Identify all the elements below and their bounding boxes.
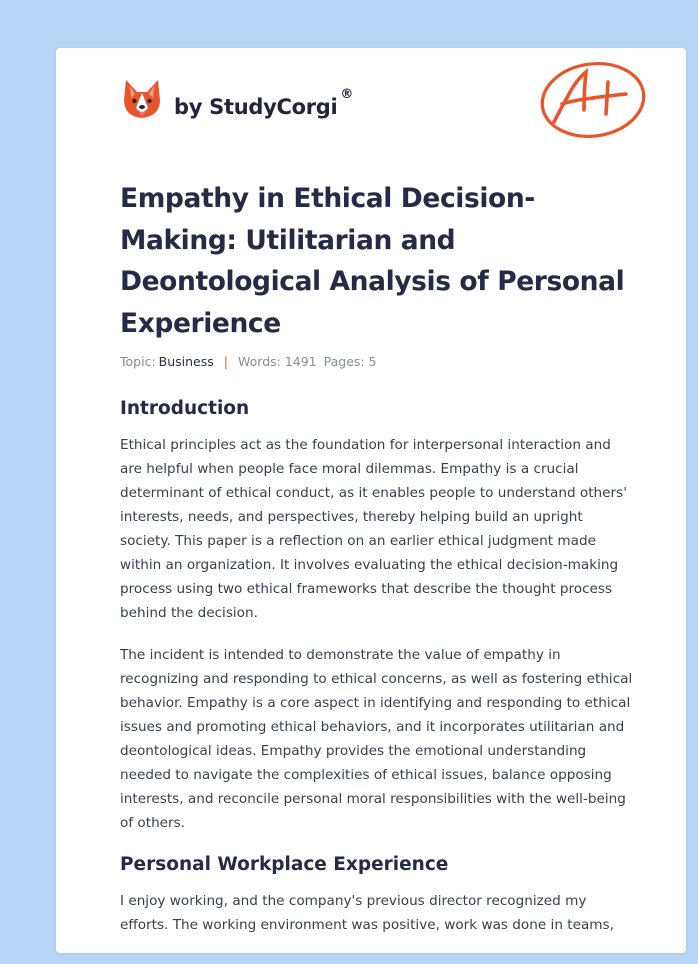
logo-text: by StudyCorgi: [174, 95, 338, 119]
meta-separator: |: [223, 354, 228, 369]
corgi-icon: [122, 78, 162, 122]
topic-link[interactable]: Business: [158, 354, 214, 369]
registered-mark: ®: [340, 87, 354, 102]
paragraph: Ethical principles act as the foundation for interpersonal interaction and are helpful when people face moral dilemmas. Empathy is a crucial determinant of ethical conduct, as it enables people to understand others' interests, needs, and perspectives, thereby helping build an upright society. This paper is a reflection on an earlier ethical judgment made within an organization. It involves evaluating the ethical decision-making process using two ethical frameworks that describe the thought process behind the decision.: [120, 437, 627, 621]
document-meta: [120, 354, 377, 369]
section-heading-personal-workplace-experience: Personal Workplace Experience: [120, 854, 449, 875]
studycorgi-logo[interactable]: [122, 76, 353, 124]
logo-wordmark: [174, 87, 354, 119]
page-count: Pages: 5: [323, 354, 377, 369]
grade-text: A+: [538, 58, 540, 59]
grade-a-plus-badge: [538, 58, 648, 140]
topic-label: Topic:: [120, 354, 156, 369]
paragraph: I enjoy working, and the company's previous director recognized my efforts. The working environment was positive, work was done in teams,: [120, 893, 614, 933]
document-page: [56, 48, 686, 953]
document-title: Empathy in Ethical Decision-Making: Utilitarian and Deontological Analysis of Personal Experience: [120, 183, 625, 339]
section-heading-introduction: Introduction: [120, 398, 250, 419]
paragraph: The incident is intended to demonstrate the value of empathy in recognizing and responding to ethical concerns, as well as fostering ethical behavior. Empathy is a core aspect in identifying and responding to ethical issues and promoting ethical behaviors, and it incorporates utilitarian and deontological ideas. Empathy provides the emotional understanding needed to navigate the complexities of ethical issues, balance opposing interests, and reconcile personal moral responsibilities with the well-being of others.: [120, 647, 633, 831]
word-count: Words: 1491: [238, 354, 317, 369]
